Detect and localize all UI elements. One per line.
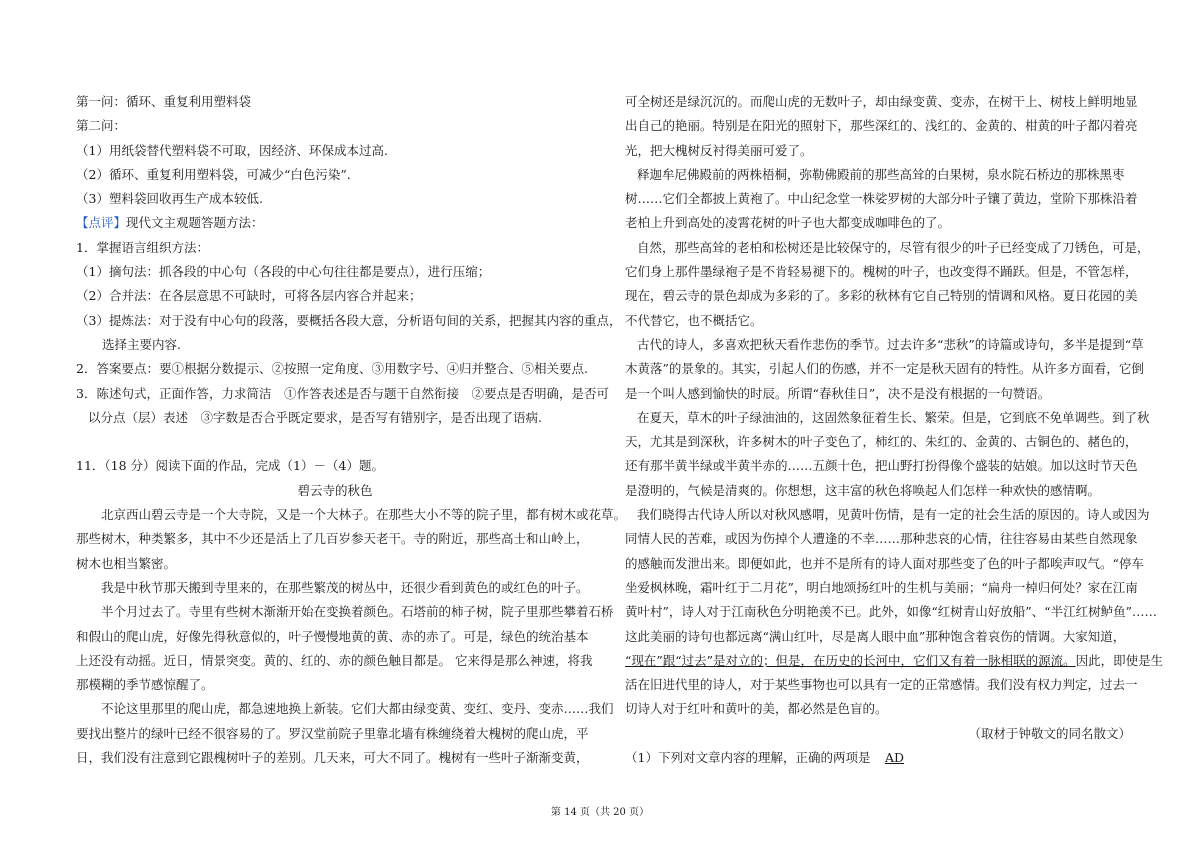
article-paragraph-line: 不代替它，也不概括它。 <box>625 312 763 328</box>
sub-question-1: （1）下列对文章内容的理解，正确的两项是 AD <box>625 746 1131 770</box>
article-paragraph-line: 老柏上升到高处的凌霄花树的叶子也大都变成咖啡色的了。 <box>625 215 951 231</box>
article-paragraph-line: 是澄明的，气候是清爽的。你想想，这丰富的秋色将唤起人们怎样一种欢快的感情啊。 <box>625 482 1101 498</box>
spacer <box>76 430 594 454</box>
method-1-item-3-cont: 选择主要内容. <box>102 336 181 352</box>
answer-blank: AD <box>884 750 904 766</box>
right-column <box>625 90 1164 770</box>
underlined-sentence: “现在”跟“过去”是对立的；但是，在历史的长河中，它们又有着一脉相联的源流。 <box>625 652 1076 668</box>
article-paragraph-line: 树……它们全都披上黄袍了。中山纪念堂一株娑罗树的大部分叶子镶了黄边，堂阶下那株沿着 <box>625 191 1138 207</box>
article-paragraph-line: 我是中秋节那天搬到寺里来的，在那些繁茂的树丛中，还很少看到黄色的或红色的叶子。 <box>101 579 589 595</box>
article-paragraph-line: 那些树木，种类繁多，其中不少还是活上了几百岁参天老干。寺的附近，那些高士和山岭上， <box>76 531 589 547</box>
article-paragraph-line: 黄叶村”，诗人对于江南秋色分明艳羡不已。此外，如像“红树青山好放船”、“半江红树鲈鱼”…… <box>625 604 1157 620</box>
article-paragraph-line: 上还没有动摇。近日，情景突变。黄的、红的、赤的颜色触目都是。 它来得是那么神速，将我 <box>76 652 593 668</box>
article-title: 碧云寺的秋色 <box>297 482 373 498</box>
article-paragraph-line: 古代的诗人，多喜欢把秋天看作悲伤的季节。过去许多“悲秋”的诗篇或诗句，多半是提到“草 <box>637 336 1144 352</box>
method-1-item-1: （1）摘句法：抓各段的中心句（各段的中心句往往都是要点），进行压缩； <box>76 264 491 280</box>
comment-tag: 【点评】 <box>76 215 127 231</box>
article-paragraph-line: 释迦牟尼佛殿前的两株梧桐，弥勒佛殿前的那些高耸的白果树，泉水院石桥边的那株黑枣 <box>637 166 1125 182</box>
article-paragraph-line: 日，我们没有注意到它跟槐树叶子的差别。几天来，可大不同了。槐树有一些叶子渐渐变黄， <box>76 750 589 766</box>
answer-q2-point-2: （2）循环、重复利用塑料袋，可减少“白色污染”. <box>76 166 351 182</box>
article-paragraph-line: 半个月过去了。寺里有些树木渐渐开始在变换着颜色。石塔前的柿子树，院子里那些攀着石桥 <box>101 604 614 620</box>
method-1-item-2: （2）合并法：在各层意思不可缺时，可将各层内容合并起来； <box>76 288 422 304</box>
article-paragraph-line: 不论这里那里的爬山虎，都急速地换上新装。它们大都由绿变黄、变红、变丹、变赤……我们 <box>101 701 614 717</box>
article-paragraph-line: 北京西山碧云寺是一个大寺院，又是一个大林子。在那些大小不等的院子里，都有树木或花草。 <box>101 507 627 523</box>
comment-heading: 【点评】现代文主观题答题方法： <box>76 215 264 231</box>
article-paragraph-line: 现在，碧云寺的景色却成为多彩的了。多彩的秋林有它自己特别的情调和风格。夏日花园的美 <box>625 288 1138 304</box>
article-paragraph-line: 光，把大槐树反衬得美丽可爱了。 <box>625 142 813 158</box>
question-11-heading: 11．（18 分）阅读下面的作品，完成（1）－（4）题。 <box>76 458 384 474</box>
article-paragraph-line: 树木也相当繁密。 <box>76 555 177 571</box>
article-paragraph-line: 天，尤其是到深秋，许多树木的叶子变色了，柿红的、朱红的、金黄的、古铜色的、赭色的， <box>625 434 1138 450</box>
article-paragraph-line: 还有那半黄半绿或半黄半赤的……五颜十色，把山野打扮得像个盛装的姑娘。加以这时节天色 <box>625 458 1138 474</box>
article-paragraph-line: 在夏天，草木的叶子绿油油的，这固然象征着生长、繁荣。但是，它到底不免单调些。到了秋 <box>637 409 1150 425</box>
article-paragraph-line: 木黄落”的景象的。其实，引起人们的伤感，并不一定是秋天固有的特性。从许多方面看，它倒 <box>625 361 1144 377</box>
method-1-item-3: （3）提炼法：对于没有中心句的段落，要概括各段大意，分析语句间的关系，把握其内容的重点， <box>76 312 622 328</box>
method-3: 3．陈述句式，正面作答，力求简洁 ①作答表述是否与题干自然衔接 ②要点是否明确，是否可 <box>76 385 609 401</box>
answer-q1: 第一问：循环、重复利用塑料袋 <box>76 94 252 109</box>
method-1-title: 1．掌握语言组织方法： <box>76 239 209 255</box>
answer-q2-label: 第二问： <box>76 118 127 134</box>
method-2: 2．答案要点：要①根据分数提示、②按照一定角度、③用数字号、④归并整合、⑤相关要点. <box>76 361 588 377</box>
article-paragraph-line: 这此美丽的诗句也都远离“满山红叶，尽是离人眼中血”那种饱含着哀伤的情调。大家知道， <box>625 628 1126 644</box>
answer-q2-point-3: （3）塑料袋回收再生产成本较低. <box>76 191 263 207</box>
article-paragraph-line: 那模糊的季节感惊醒了。 <box>76 677 214 693</box>
article-paragraph-line: 的感触而发泄出来。即便如此，也并不是所有的诗人面对那些变了色的叶子都唉声叹气。“停车 <box>625 555 1144 571</box>
article-paragraph-line-underlined: “现在”跟“过去”是对立的；但是，在历史的长河中，它们又有着一脉相联的源流。因此，即使是生 <box>625 652 1164 668</box>
article-paragraph-line: 活在旧进代里的诗人，对于某些事物也可以具有一定的正常感情。我们没有权力判定，过去一 <box>625 677 1138 693</box>
article-paragraph-line: 它们身上那件墨绿袍子是不肯轻易褪下的。槐树的叶子，也改变得不踊跃。但是，不管怎样， <box>625 264 1138 280</box>
article-paragraph-line: 和假山的爬山虎，好像先得秋意似的，叶子慢慢地黄的黄、赤的赤了。可是，绿色的统治基本 <box>76 628 589 644</box>
article-paragraph-line: 同情人民的苦难，或因为伤掉个人遭逢的不幸……那种悲哀的心情，往往容易由某些自然现象 <box>625 531 1138 547</box>
article-paragraph-line: 要找出整片的绿叶已经不很容易的了。罗汉堂前院子里靠北墙有株缠绕着大槐树的爬山虎，平 <box>76 725 589 741</box>
page-footer: 第 14 页（共 20 页） <box>550 807 650 818</box>
article-paragraph-line: 出自己的艳丽。特别是在阳光的照射下，那些深红的、浅红的、金黄的、柑黄的叶子都闪着亮 <box>625 118 1138 134</box>
left-column <box>76 90 627 770</box>
article-source: （取材于钟敬文的同名散文） <box>968 725 1131 741</box>
article-paragraph-line: 坐爱枫林晚，霜叶红于二月花”，明白地颂扬红叶的生机与美丽；“扁舟一棹归何处？家在江南 <box>625 579 1138 595</box>
article-paragraph-line: 可全树还是绿沉沉的。而爬山虎的无数叶子，却由绿变黄、变赤，在树干上、树枝上鲜明地显 <box>625 94 1138 109</box>
article-paragraph-line: 我们晓得古代诗人所以对秋风感喟，见黄叶伤情，是有一定的社会生活的原因的。诗人或因为 <box>637 507 1150 523</box>
method-3-cont: 以分点（层）表述 ③字数是否合乎既定要求，是否写有错别字，是否出现了语病. <box>88 409 542 425</box>
article-paragraph-line: 切诗人对于红叶和黄叶的美，都必然是色盲的。 <box>625 701 888 717</box>
answer-q2-point-1: （1）用纸袋替代塑料袋不可取，因经济、环保成本过高. <box>76 142 388 158</box>
article-paragraph-line: 自然，那些高耸的老柏和松树还是比较保守的，尽管有很少的叶子已经变成了刀锈色，可是， <box>637 239 1150 255</box>
article-paragraph-line: 是一个叫人感到愉快的时辰。所谓“春秋佳日”，决不是没有根据的一句赞语。 <box>625 385 1051 401</box>
